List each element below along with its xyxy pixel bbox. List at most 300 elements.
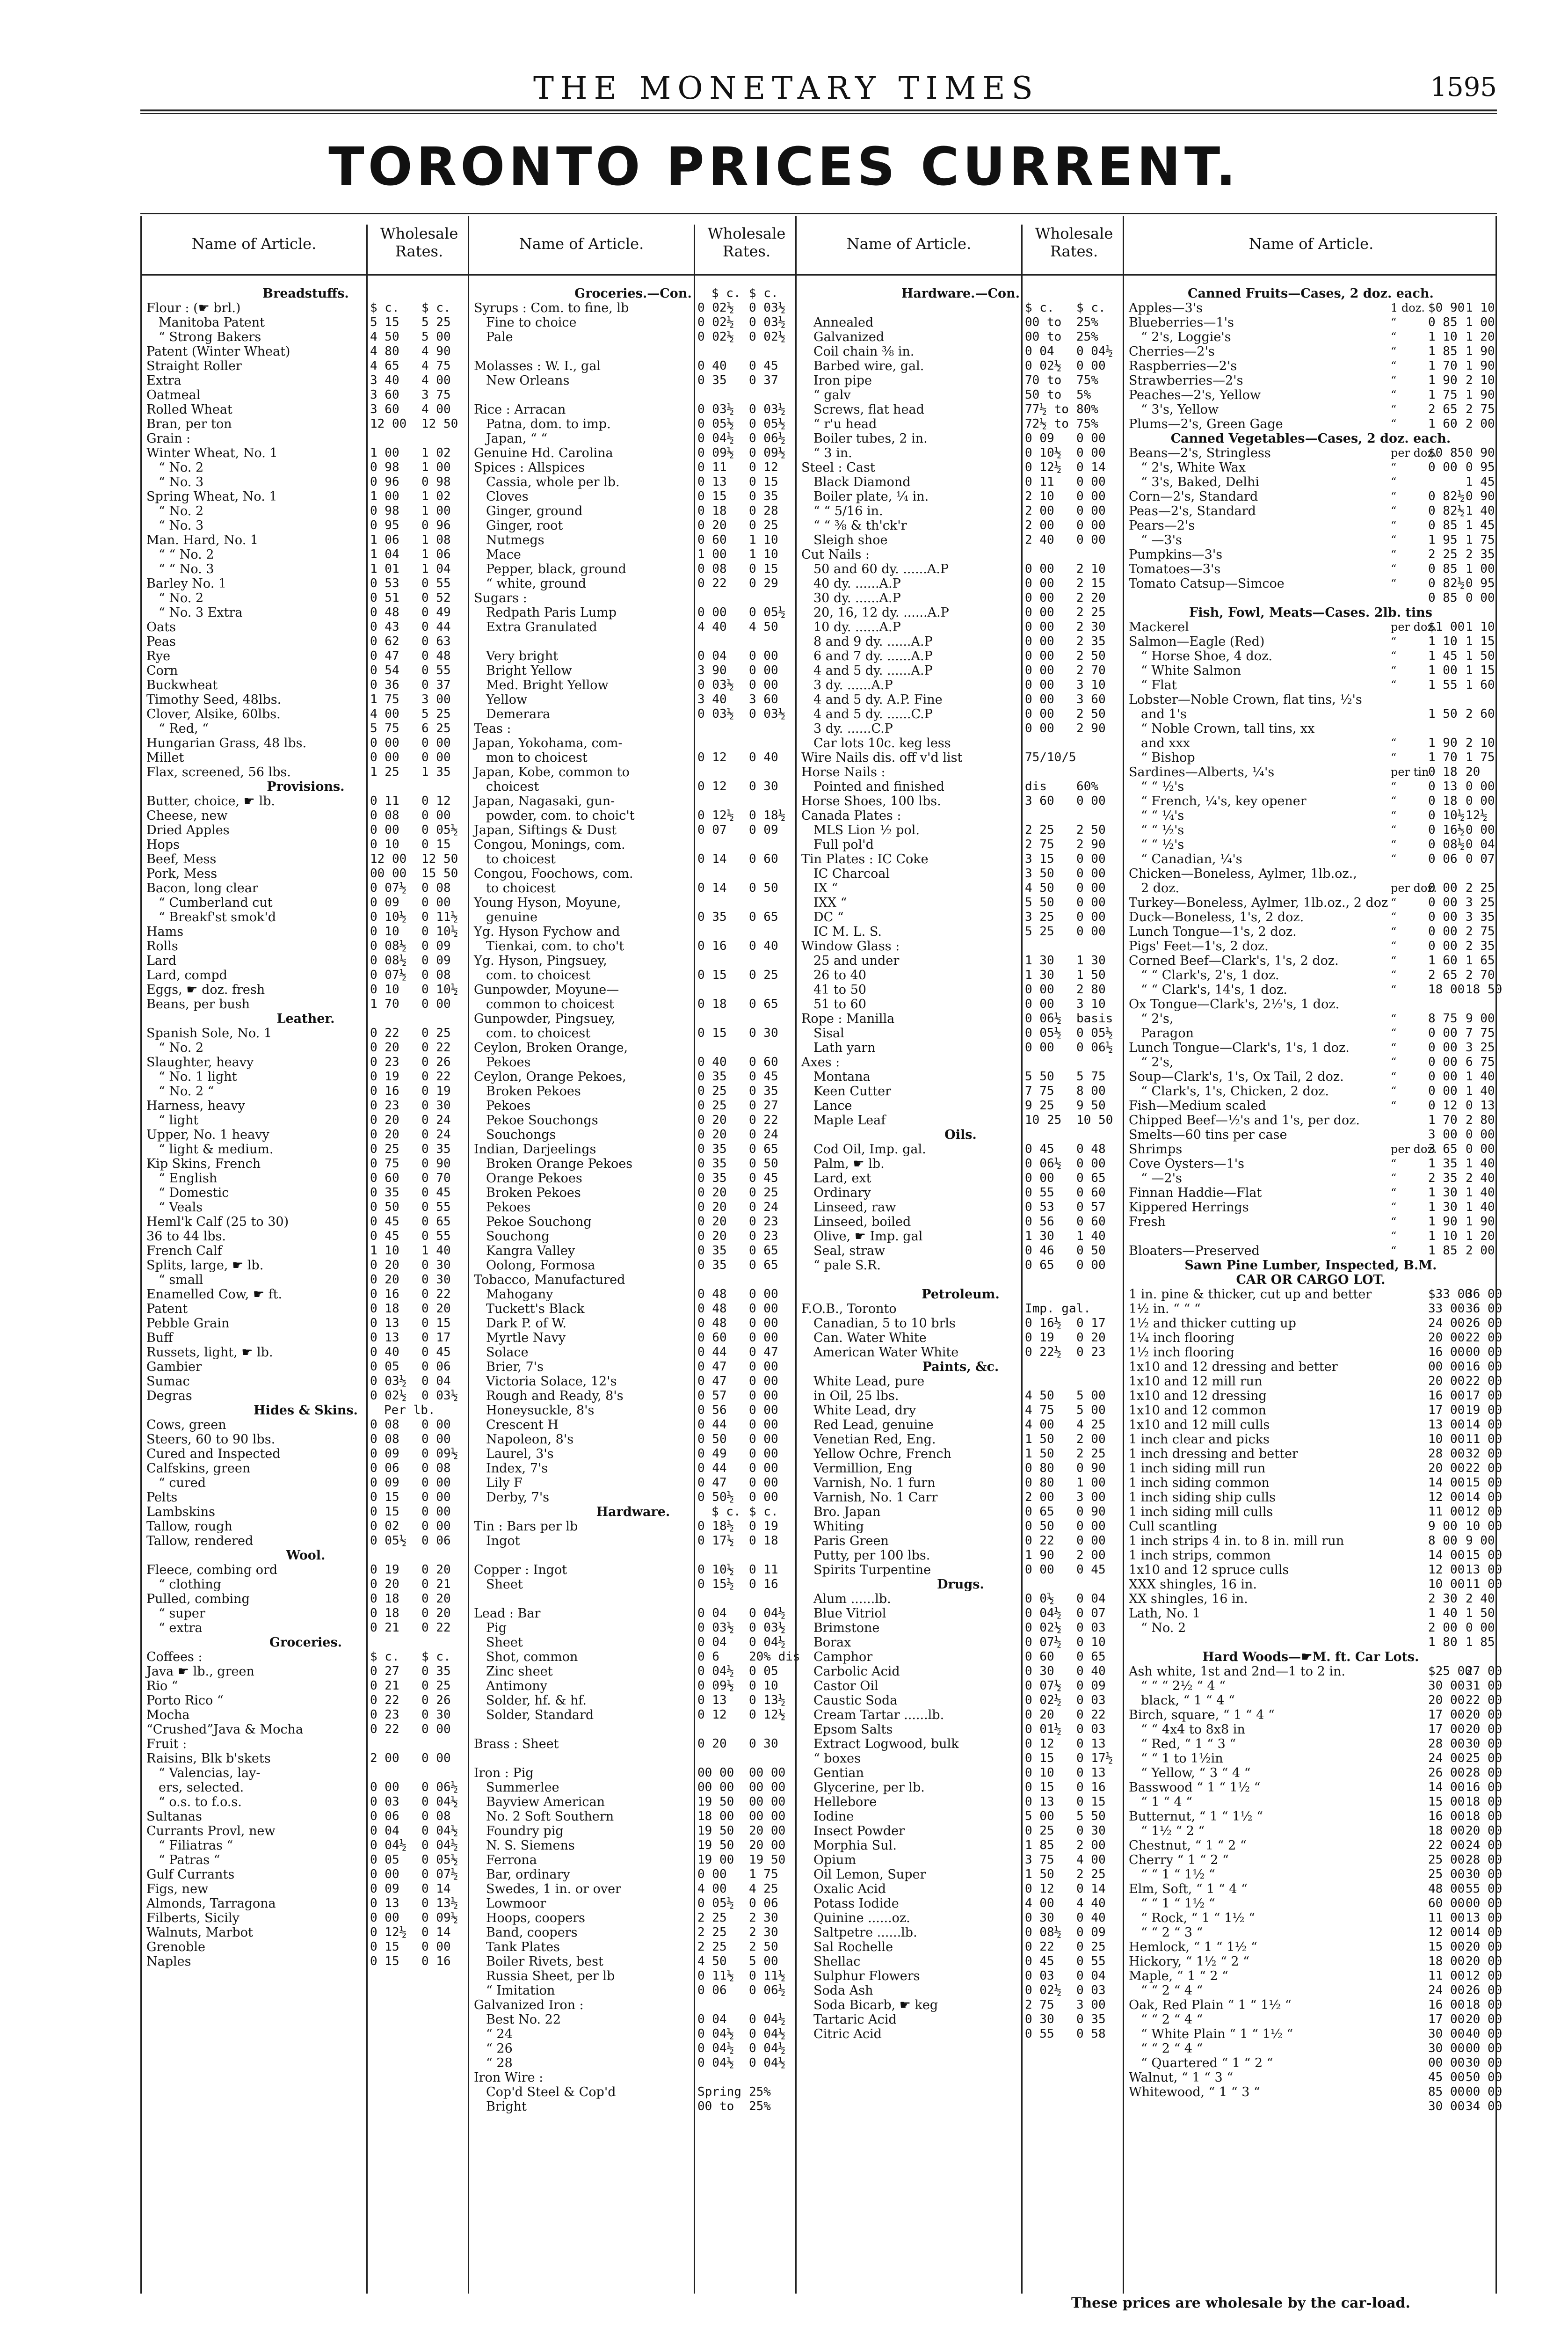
rate-high: 30 00 xyxy=(1466,1867,1503,1881)
article-name: Linseed, boiled xyxy=(813,1215,911,1229)
unit: per doz. xyxy=(1391,1143,1437,1156)
rate-high: 20 00 xyxy=(749,1824,786,1838)
rate-low: 13 00 xyxy=(1428,1418,1465,1432)
price-row xyxy=(801,983,1120,997)
price-row xyxy=(801,330,1120,344)
rate-high: 0 04½ xyxy=(749,2027,786,2041)
rate-low: 0 13 xyxy=(370,1896,399,1910)
rate-low: 1 10 xyxy=(1428,1229,1458,1243)
price-row xyxy=(146,373,465,388)
price-row xyxy=(801,2012,1120,2027)
price-row xyxy=(474,1186,792,1200)
rate-low: 0 22 xyxy=(370,1693,399,1707)
article-name: “ 2's, xyxy=(1141,1012,1174,1026)
article-name: Iodine xyxy=(813,1809,854,1824)
rate-high: 2 90 xyxy=(1076,838,1106,852)
rate-low: 1 00 xyxy=(697,547,727,561)
price-row xyxy=(474,1490,792,1505)
rate-low: 0 22 xyxy=(697,576,727,590)
article-name: “ Red, “ 1 “ 3 “ xyxy=(1141,1737,1236,1751)
price-row xyxy=(146,1563,465,1577)
rate-low: 7 75 xyxy=(1025,1084,1054,1098)
rate-low: 0 04½ xyxy=(697,2041,734,2055)
rate-high: 4 00 xyxy=(421,373,451,387)
article-name: Grain : xyxy=(146,431,191,446)
article-name: 1½ inch flooring xyxy=(1129,1345,1234,1360)
price-row xyxy=(474,1722,792,1737)
rate-low: 0 00 xyxy=(697,1867,727,1881)
article-name: Hops xyxy=(146,838,180,852)
price-row xyxy=(146,1621,465,1635)
price-row xyxy=(1129,1998,1503,2012)
unit: “ xyxy=(1391,374,1397,387)
rate-high: 0 55 xyxy=(421,1229,451,1243)
article-name: Olive, ☛ Imp. gal xyxy=(813,1229,923,1244)
article-name: Castor Oil xyxy=(813,1679,878,1693)
rate-low: 0 23 xyxy=(370,1055,399,1069)
rate-high: 0 35 xyxy=(421,1142,451,1156)
article-name: Drugs. xyxy=(937,1577,984,1592)
article-name: “ Clark's, 1's, Chicken, 2 doz. xyxy=(1141,1084,1329,1099)
rate-low: 0 85 xyxy=(1428,315,1458,329)
price-row xyxy=(146,620,465,634)
rate-high: 0 09½ xyxy=(421,1447,458,1461)
rate-high: 0 95 xyxy=(1466,576,1495,590)
article-name: Horse Nails : xyxy=(801,765,886,779)
price-row xyxy=(801,562,1120,576)
rate-low: 12 00 xyxy=(1428,1563,1465,1577)
rate-low: 0 50½ xyxy=(697,1490,734,1504)
rate-low: 1 30 xyxy=(1025,968,1054,982)
article-name: Axes : xyxy=(801,1055,840,1070)
rate-low: 2 25 xyxy=(1428,547,1458,561)
article-name: Steers, 60 to 90 lbs. xyxy=(146,1432,276,1447)
price-row xyxy=(146,330,465,344)
article-name: Solace xyxy=(486,1345,529,1360)
article-name: Oxalic Acid xyxy=(813,1882,886,1896)
price-row xyxy=(801,1055,1120,1070)
price-row xyxy=(801,1896,1120,1911)
rate-high: 22 00 xyxy=(1466,1374,1503,1388)
rate-high: 0 40 xyxy=(1076,1664,1106,1678)
price-row xyxy=(474,809,792,823)
rate-high: 0 37 xyxy=(749,373,778,387)
unit: per doz. xyxy=(1391,881,1437,895)
article-name: Wool. xyxy=(286,1548,326,1563)
rate-high: 0 25 xyxy=(749,1186,778,1200)
price-row xyxy=(1129,939,1493,954)
rate-low: 17 00 xyxy=(1428,1722,1465,1736)
article-name: 1x10 and 12 mill culls xyxy=(1129,1418,1270,1432)
rate-high: 7 75 xyxy=(1466,1026,1495,1040)
article-name: “ Bishop xyxy=(1141,750,1195,765)
rate-low: 0 06½ xyxy=(1025,1157,1062,1171)
article-name: Buff xyxy=(146,1331,173,1345)
rate-low: 18 00 xyxy=(1428,1824,1465,1838)
unit: “ xyxy=(1391,751,1397,764)
article-name: Car lots 10c. keg less xyxy=(813,736,951,750)
rate-low: dis xyxy=(1025,779,1047,794)
price-row xyxy=(801,736,1120,750)
article-name: Coil chain ⅜ in. xyxy=(813,344,915,359)
article-name: Leather. xyxy=(276,1012,335,1026)
price-row xyxy=(801,925,1120,939)
rate-high: 0 08 xyxy=(421,968,451,982)
rate-high: 0 95 xyxy=(1466,460,1495,474)
price-row xyxy=(801,446,1120,460)
article-name: Broken Pekoes xyxy=(486,1084,581,1099)
article-name: No. 2 Soft Southern xyxy=(486,1809,614,1824)
article-name: Slaughter, heavy xyxy=(146,1055,254,1070)
rate-high: 1 40 xyxy=(421,1244,451,1258)
article-name: Oils. xyxy=(944,1128,977,1142)
rate-low: 1 00 xyxy=(370,489,399,503)
unit: “ xyxy=(1391,461,1397,474)
price-row xyxy=(474,1621,792,1635)
rate-high: 0 30 xyxy=(421,1099,451,1113)
article-name: Buckwheat xyxy=(146,678,218,692)
article-name: Screws, flat head xyxy=(813,402,924,417)
article-name: 51 to 60 xyxy=(813,997,866,1012)
rate-high: 11 00 xyxy=(1466,1432,1503,1446)
article-name: Peaches—2's, Yellow xyxy=(1129,388,1261,402)
rate-low: 1 30 xyxy=(1428,1200,1458,1214)
price-row xyxy=(474,460,792,475)
price-row xyxy=(801,634,1120,649)
rate-low: 0 18 xyxy=(1428,794,1458,808)
article-name: XX shingles, 16 in. xyxy=(1129,1592,1248,1606)
price-row xyxy=(801,1171,1120,1186)
unit: “ xyxy=(1391,1244,1397,1257)
article-name: Spanish Sole, No. 1 xyxy=(146,1026,272,1041)
rate-low: 0 08½ xyxy=(1025,1925,1062,1939)
article-name: “ No. 2 xyxy=(159,591,204,605)
rate-low: 0 02½ xyxy=(370,1389,407,1403)
rate-low: 0 19 xyxy=(370,1563,399,1577)
article-name: “ 24 xyxy=(486,2027,513,2041)
section-heading xyxy=(146,1012,465,1026)
rate-high: $ c. xyxy=(749,286,778,300)
price-row xyxy=(146,533,465,547)
rate-low: 0 0½ xyxy=(1025,1592,1054,1606)
rate-high: 0 65 xyxy=(421,1215,451,1229)
rate-low: 0 21 xyxy=(370,1679,399,1693)
price-row xyxy=(474,417,792,431)
rate-high: 00 00 xyxy=(1466,2041,1503,2055)
rate-high: 14 00 xyxy=(1466,1418,1503,1432)
rate-low: 0 18 xyxy=(370,1606,399,1620)
unit: “ xyxy=(1391,911,1397,924)
rate-high: 0 30 xyxy=(749,1737,778,1751)
article-name: Cop'd Steel & Cop'd xyxy=(486,2085,616,2099)
rate-low: 0 56 xyxy=(697,1403,727,1417)
rate-high: 0 22 xyxy=(749,1113,778,1127)
rate-low: 0 20 xyxy=(370,1273,399,1287)
rate-low: 3 90 xyxy=(697,663,727,677)
article-name: Sisal xyxy=(813,1026,844,1041)
rate-low: $ c. xyxy=(711,286,741,300)
price-row xyxy=(1129,765,1493,779)
rate-low: 0 13 xyxy=(697,475,727,489)
price-row xyxy=(801,1534,1120,1548)
rate-low: Spring xyxy=(697,2085,741,2099)
rate-low: 3 60 xyxy=(1025,794,1054,808)
rate-high: 0 18 xyxy=(749,1534,778,1548)
article-name: Nutmegs xyxy=(486,533,544,547)
rate-high: 0 23 xyxy=(749,1215,778,1229)
price-row xyxy=(1129,562,1493,576)
price-row xyxy=(146,1099,465,1113)
rate-low: 0 20 xyxy=(697,1737,727,1751)
article-name: Kip Skins, French xyxy=(146,1157,261,1171)
price-row xyxy=(474,852,792,867)
article-name: Basswood “ 1 “ 1½ “ xyxy=(1129,1780,1261,1795)
price-row xyxy=(146,475,465,489)
article-name: Harness, heavy xyxy=(146,1099,245,1113)
rate-high: 1 02 xyxy=(421,446,451,460)
rate-low: 0 00 xyxy=(1025,649,1054,663)
rate-low: 0 02½ xyxy=(1025,1621,1062,1635)
price-row xyxy=(1129,1447,1503,1461)
article-name: Fish—Medium scaled xyxy=(1129,1099,1266,1113)
rate-high: 0 07 xyxy=(1466,852,1495,866)
rate-low: 0 08 xyxy=(370,1432,399,1446)
rate-high: 0 65 xyxy=(749,1244,778,1258)
rate-low: 0 40 xyxy=(697,1055,727,1069)
rate-high: 20 00 xyxy=(1466,2012,1503,2026)
rate-high: 0 45 xyxy=(749,1171,778,1185)
rate-high: 5% xyxy=(1076,388,1091,402)
article-name: White Lead, pure xyxy=(813,1374,925,1389)
price-row xyxy=(801,707,1120,721)
unit: “ xyxy=(1391,1172,1397,1185)
price-row xyxy=(1129,620,1493,634)
rate-high: 0 25 xyxy=(421,1679,451,1693)
rate-low: 0 00 xyxy=(1025,721,1054,736)
price-row xyxy=(1129,809,1493,823)
price-row xyxy=(474,1157,792,1171)
rate-high: 0 06½ xyxy=(421,1780,458,1794)
rate-high: 1 85 xyxy=(1466,1635,1495,1649)
rate-low: 0 20 xyxy=(697,1200,727,1214)
price-row xyxy=(1129,925,1493,939)
article-name: “ No. 2 “ xyxy=(159,1084,214,1099)
article-name: “ light xyxy=(159,1113,199,1128)
price-row xyxy=(474,1418,792,1432)
rate-low: 0 25 xyxy=(697,1084,727,1098)
article-name: Eggs, ☛ doz. fresh xyxy=(146,983,265,997)
rate-high: 2 00 xyxy=(1076,1548,1106,1562)
price-row xyxy=(1129,518,1493,533)
article-name: Extra xyxy=(146,373,181,388)
rate-low: 0 62 xyxy=(370,634,399,648)
price-row xyxy=(146,692,465,707)
unit: “ xyxy=(1391,969,1397,982)
rate-low: $25 00 xyxy=(1428,1664,1472,1678)
rate-high: 0 00 xyxy=(1076,475,1106,489)
price-row xyxy=(474,1838,792,1853)
price-row xyxy=(1129,1055,1493,1070)
price-row xyxy=(1129,1099,1493,1113)
rate-high: 0 22 xyxy=(421,1621,451,1635)
article-name: Tomato Catsup—Simcoe xyxy=(1129,576,1285,591)
price-row xyxy=(146,1374,465,1389)
article-name: Tank Plates xyxy=(486,1940,560,1954)
rate-low: 0 00 xyxy=(1025,1563,1054,1577)
price-row xyxy=(146,1867,465,1882)
article-name: Hides & Skins. xyxy=(254,1403,358,1418)
rate-high: 0 90 xyxy=(1466,446,1495,460)
article-name: Bro. Japan xyxy=(813,1505,881,1519)
rate-low: 0 08½ xyxy=(370,939,407,953)
article-name: “ small xyxy=(159,1273,203,1287)
rate-high: 0 00 xyxy=(421,1751,451,1765)
article-name: 1x10 and 12 spruce culls xyxy=(1129,1563,1289,1577)
rate-low: 0 04 xyxy=(697,2012,727,2026)
price-row xyxy=(474,1070,792,1084)
price-row xyxy=(474,1403,792,1418)
rate-low: 24 00 xyxy=(1428,1983,1465,1997)
rate-low: 75/10/5 xyxy=(1025,750,1076,765)
price-row xyxy=(1129,1490,1503,1505)
rate-high: 0 02½ xyxy=(749,330,786,344)
rate-low: 25 00 xyxy=(1428,1867,1465,1881)
rate-high: 1 50 xyxy=(1076,968,1106,982)
rate-low: 1 85 xyxy=(1025,1838,1054,1852)
article-name: Sumac xyxy=(146,1374,190,1389)
price-row xyxy=(1129,576,1493,591)
price-row xyxy=(1129,1780,1503,1795)
price-row xyxy=(146,954,465,968)
rate-low: 0 60 xyxy=(1025,1650,1054,1664)
rate-high: 1 10 xyxy=(1466,620,1495,634)
article-name: Iron Wire : xyxy=(474,2070,544,2085)
rate-high: 0 04½ xyxy=(749,2012,786,2026)
price-row xyxy=(474,678,792,692)
rate-low: 0 00 xyxy=(1428,896,1458,910)
article-name: Rough and Ready, 8's xyxy=(486,1389,624,1403)
rate-low: 1 70 xyxy=(1428,750,1458,765)
rate-low: 1 50 xyxy=(1428,707,1458,721)
price-row xyxy=(1129,1809,1503,1824)
rate-low: 0 45 xyxy=(370,1215,399,1229)
article-name: Spices : Allspices xyxy=(474,460,585,475)
rate-low: 0 00 xyxy=(1428,460,1458,474)
rate-high: 0 45 xyxy=(421,1345,451,1359)
article-name: Lard, compd xyxy=(146,968,227,983)
unit: per doz. xyxy=(1391,446,1437,459)
article-name: Plums—2's, Green Gage xyxy=(1129,417,1283,431)
article-name: “ 1 “ 4 “ xyxy=(1141,1795,1193,1809)
rate-high: 14 00 xyxy=(1466,1925,1503,1939)
rate-high: 5 00 xyxy=(749,1954,778,1968)
rate-low: 0 44 xyxy=(697,1418,727,1432)
article-name: “ cured xyxy=(159,1476,206,1490)
article-name: “ 3's, Baked, Delhi xyxy=(1141,475,1260,489)
price-row xyxy=(146,1389,465,1403)
rate-low: 3 40 xyxy=(697,692,727,707)
price-row xyxy=(146,1809,465,1824)
price-row xyxy=(801,692,1120,707)
rate-low: 0 20 xyxy=(697,1186,727,1200)
price-row xyxy=(801,838,1120,852)
article-name: Tuckett's Black xyxy=(486,1302,585,1316)
rate-high: 2 30 xyxy=(1076,620,1106,634)
rate-high: 0 00 xyxy=(749,1418,778,1432)
rate-high: 2 10 xyxy=(1076,562,1106,576)
rate-low: 4 00 xyxy=(697,1882,727,1896)
rate-high: 0 04 xyxy=(421,1374,451,1388)
article-name: Iron : Pig xyxy=(474,1766,534,1780)
price-row xyxy=(1129,896,1493,910)
rate-high: 0 24 xyxy=(749,1200,778,1214)
price-row xyxy=(474,373,792,388)
article-name: Potass Iodide xyxy=(813,1896,899,1911)
rate-low: 1 60 xyxy=(1428,417,1458,431)
article-name: “ “ “ 2½ “ 4 “ xyxy=(1141,1679,1226,1693)
rate-high: 0 65 xyxy=(749,1258,778,1272)
price-row xyxy=(801,1505,1120,1519)
rate-low: 0 16 xyxy=(697,939,727,953)
rate-high: 3 60 xyxy=(1076,692,1106,707)
price-row xyxy=(474,1476,792,1490)
price-row xyxy=(146,344,465,359)
unit: “ xyxy=(1391,490,1397,503)
price-row xyxy=(146,1026,465,1041)
unit: “ xyxy=(1391,635,1397,648)
article-name: Pekoe Souchong xyxy=(486,1215,592,1229)
article-name: “ Strong Bakers xyxy=(159,330,261,344)
article-name: Spring Wheat, No. 1 xyxy=(146,489,277,504)
price-row xyxy=(146,301,465,315)
article-name: Japan, Siftings & Dust xyxy=(474,823,617,838)
article-name: “ White Plain “ 1 “ 1½ “ xyxy=(1141,2027,1293,2041)
article-name: Tienkai, com. to cho't xyxy=(486,939,624,954)
article-name: 1x10 and 12 dressing and better xyxy=(1129,1360,1338,1374)
unit: “ xyxy=(1391,388,1397,401)
rate-low: 30 00 xyxy=(1428,1679,1465,1693)
price-row xyxy=(1129,2012,1503,2027)
rate-high: 0 00 xyxy=(1466,779,1495,794)
price-row xyxy=(474,1374,792,1389)
article-name: Bar, ordinary xyxy=(486,1867,570,1882)
price-row xyxy=(146,431,465,446)
article-name: 3 dy. ......A.P xyxy=(813,678,893,692)
rate-high: 0 29 xyxy=(749,576,778,590)
rate-high: 0 13½ xyxy=(749,1693,786,1707)
price-row xyxy=(474,2012,792,2027)
rate-high: 0 23 xyxy=(1076,1345,1106,1359)
price-row xyxy=(801,1621,1120,1635)
article-name: Breadstuffs. xyxy=(262,286,349,301)
rate-low: 0 22 xyxy=(1025,1534,1054,1548)
rate-low: 0 48 xyxy=(697,1287,727,1301)
price-row xyxy=(1129,1983,1503,1998)
article-name: Pig xyxy=(486,1621,507,1635)
rate-low: 0 95 xyxy=(370,518,399,532)
price-row xyxy=(474,1447,792,1461)
article-name: Pointed and finished xyxy=(813,779,944,794)
article-name: Montana xyxy=(813,1070,871,1084)
article-name: Rio “ xyxy=(146,1679,178,1693)
rates-header: Wholesale Rates. xyxy=(694,225,798,274)
rates-header: Wholesale Rates. xyxy=(366,225,471,274)
article-name: Camphor xyxy=(813,1650,873,1664)
price-row xyxy=(474,1650,800,1664)
price-row xyxy=(1129,417,1493,431)
rate-low: 0 15 xyxy=(697,489,727,503)
rate-high: 0 00 xyxy=(421,736,451,750)
